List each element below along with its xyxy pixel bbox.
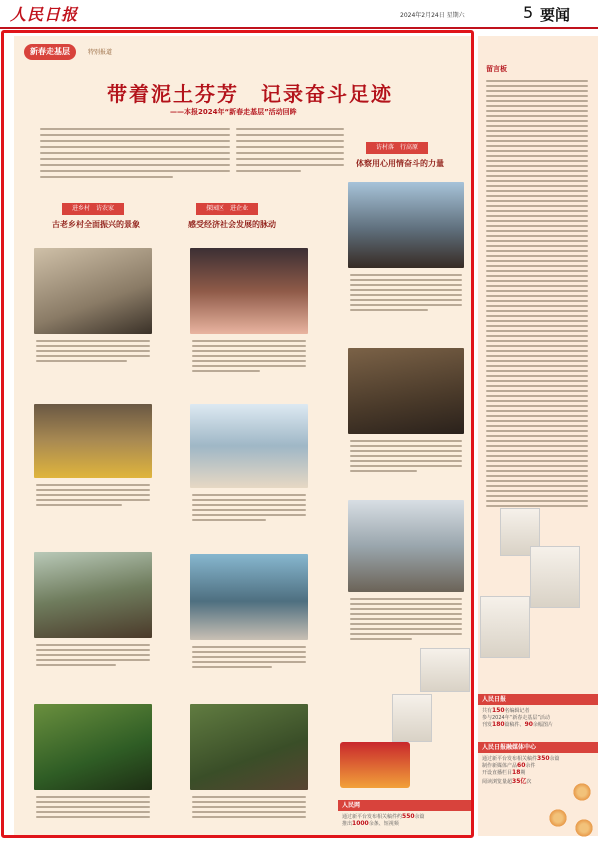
caption-2 xyxy=(36,484,150,506)
series-subtitle: 特别报道 xyxy=(88,49,113,56)
caption-9 xyxy=(350,274,462,311)
sidebar-column-title: 留言板 xyxy=(486,65,507,73)
column-2-heading: 感受经济社会发展的脉动 xyxy=(188,220,276,229)
photo-workshop xyxy=(348,348,464,434)
column-3-tag: 访村落 行高原 xyxy=(366,142,428,154)
newspaper-thumbnail xyxy=(480,596,530,658)
caption-4 xyxy=(36,796,150,818)
stats-box-1 xyxy=(478,694,598,730)
stats-box-1-title: 人民日报 xyxy=(478,694,598,705)
new-year-poster xyxy=(340,742,410,788)
sidebar-text xyxy=(486,80,588,510)
stat-line: 通过新平台发布相关稿件350余篇 xyxy=(482,755,560,762)
photo-forest xyxy=(190,704,308,790)
issue-date: 2024年2月24日 星期六 xyxy=(400,12,465,19)
stats-box-3-title: 人民网 xyxy=(338,800,474,811)
masthead-rule xyxy=(0,27,598,29)
caption-5 xyxy=(192,340,306,372)
flower-decoration-icon xyxy=(574,818,594,838)
photo-workers-field xyxy=(34,404,152,478)
page-thumbnail xyxy=(392,694,432,742)
stats-box-2-title: 人民日报融媒体中心 xyxy=(478,742,598,753)
page-number: 5 xyxy=(523,3,534,22)
photo-border-guards xyxy=(348,182,464,268)
stat-line: 制作新媒体产品60余件 xyxy=(482,762,536,769)
headline: 带着泥土芬芳 记录奋斗足迹 xyxy=(107,82,393,106)
newspaper-thumbnail xyxy=(530,546,580,608)
flower-decoration-icon xyxy=(548,808,568,828)
stat-line: 共有150名编辑记者 xyxy=(482,707,530,714)
section-title: 要闻 xyxy=(540,6,571,24)
photo-crops xyxy=(34,704,152,790)
caption-11 xyxy=(350,598,462,640)
page-thumbnail xyxy=(420,648,470,692)
stat-line: 阅读浏览量超35亿次 xyxy=(482,778,532,785)
photo-boat-fishers xyxy=(190,554,308,640)
stat-line: 开设直播栏目18期 xyxy=(482,769,526,776)
intro-text-left xyxy=(40,128,230,178)
stat-line: 参与2024年“新春走基层”活动 xyxy=(482,715,550,721)
column-1-heading: 古老乡村全面振兴的景象 xyxy=(52,220,140,229)
photo-livestream xyxy=(190,248,308,334)
intro-text-right xyxy=(236,128,344,172)
flower-decoration-icon xyxy=(572,782,592,802)
column-1-tag: 进乡村 访农家 xyxy=(62,203,124,215)
column-2-tag: 探园区 进企业 xyxy=(196,203,258,215)
caption-8 xyxy=(192,796,306,818)
masthead xyxy=(0,0,598,28)
caption-7 xyxy=(192,646,306,668)
caption-6 xyxy=(192,494,306,521)
photo-village-home xyxy=(34,248,152,334)
caption-10 xyxy=(350,440,462,472)
series-badge: 新春走基层 xyxy=(24,44,76,60)
stats-box-3 xyxy=(338,800,474,829)
photo-port-interview xyxy=(190,404,308,488)
photo-herders-sheep xyxy=(348,500,464,592)
stats-box-2 xyxy=(478,742,598,787)
caption-1 xyxy=(36,340,150,362)
caption-3 xyxy=(36,644,150,666)
photo-farmers-greenhouse xyxy=(34,552,152,638)
subheadline: ——本报2024年“新春走基层”活动回眸 xyxy=(170,108,297,116)
stat-line: 通过新平台发布相关稿件约550余篇 xyxy=(342,813,425,820)
newspaper-logo: 人民日报 xyxy=(10,5,79,24)
stat-line: 推出1000余条、短视频 xyxy=(342,820,399,827)
stat-line: 刊发180篇稿件、90余幅图片 xyxy=(482,721,553,728)
column-3-heading: 体察用心用情奋斗的力量 xyxy=(356,159,444,168)
